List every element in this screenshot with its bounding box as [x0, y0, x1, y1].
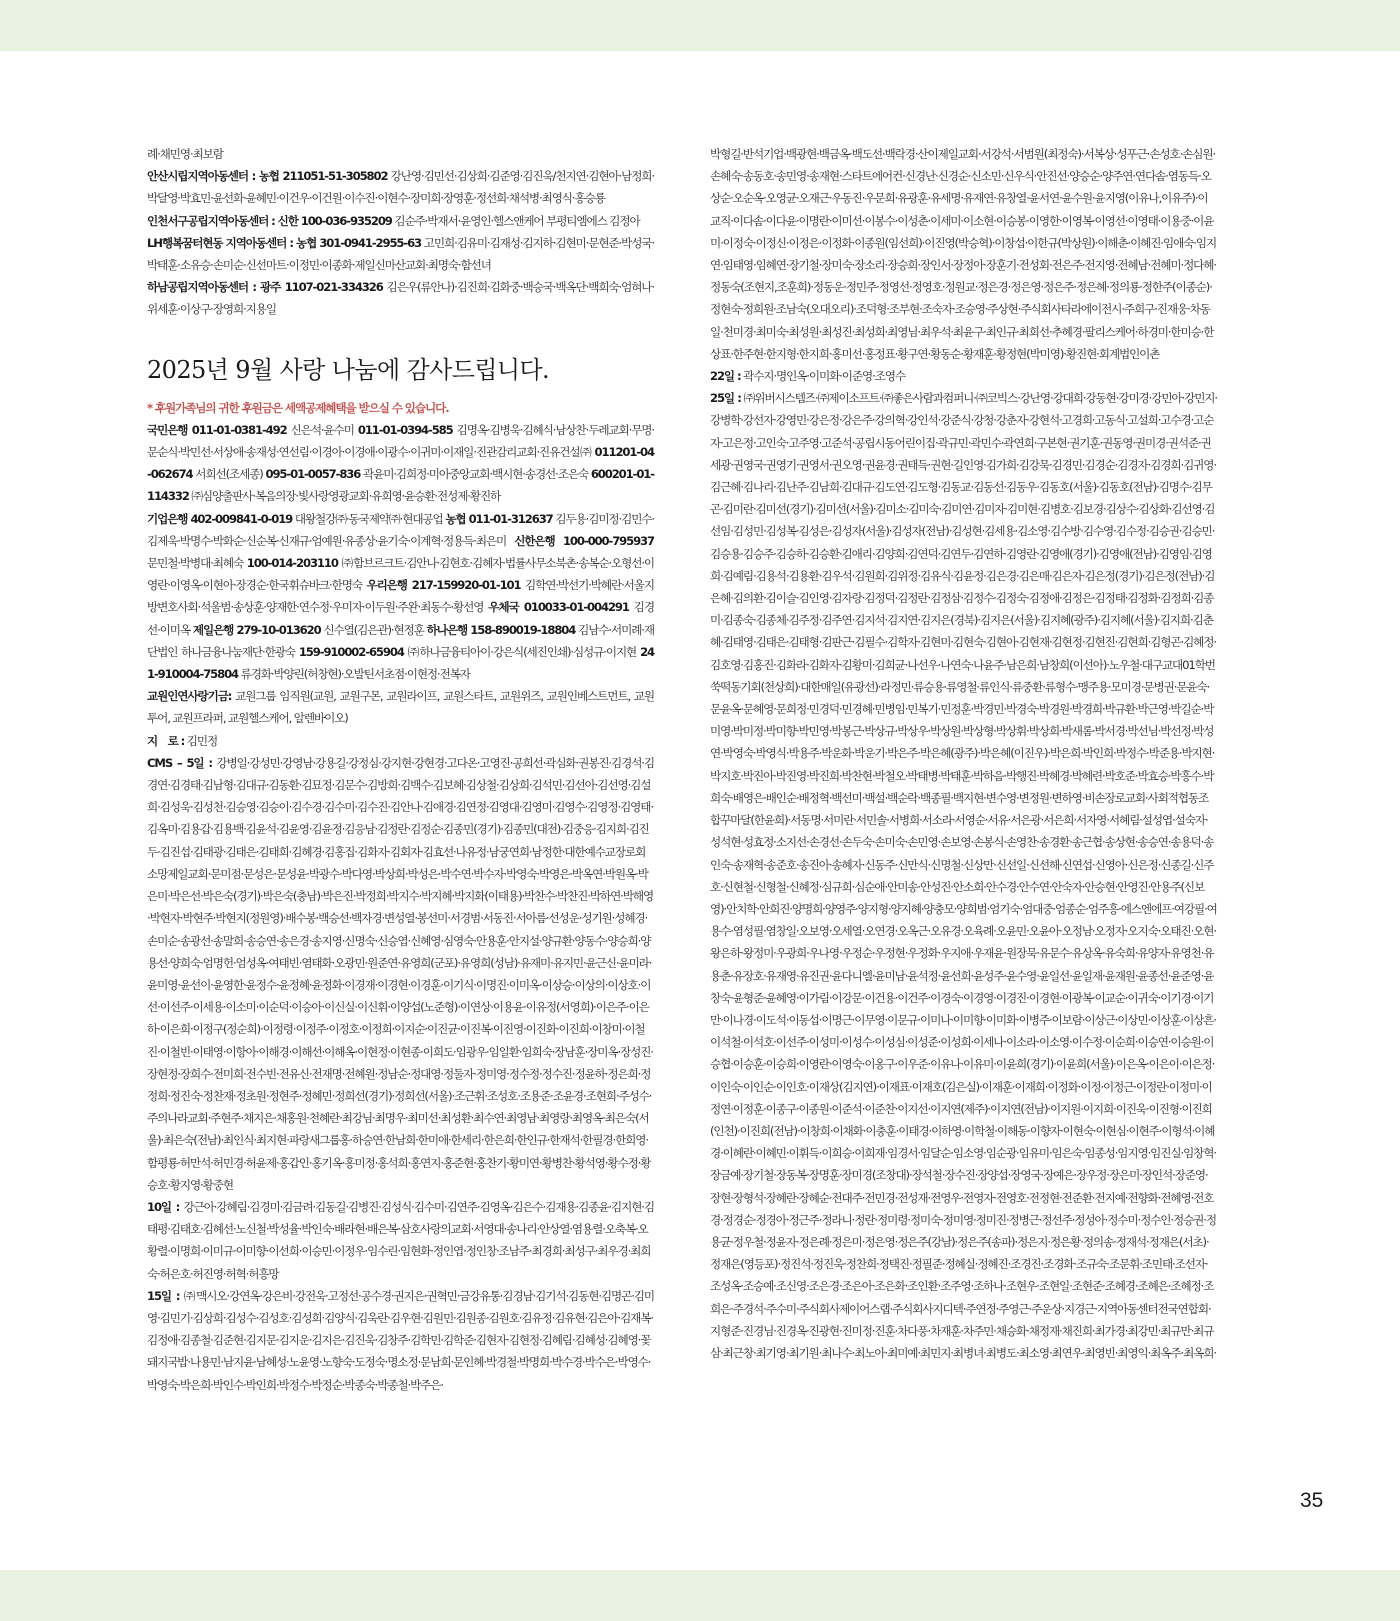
- donor-entry: [147, 685, 654, 729]
- entry-names: 고민희·김유미·김재성·김지하·김현미·문현준·박성국·박태훈·소유승·손미순·신선마트·이정민·이종화·제일신마산교회·최명숙·함선녀: [147, 235, 654, 273]
- entry-names: 교원그룹 임직원(교원, 교원구몬, 교원라이프, 교원스타트, 교원위즈, 교원인베스트먼트, 교원투어, 교원프라퍼, 교원헬스케어, 알렌바이오): [147, 689, 654, 726]
- left-bottom-section: [147, 419, 654, 1396]
- donor-entry: [147, 210, 654, 232]
- entry-label: 지 로 :: [147, 733, 185, 748]
- donor-entry: [147, 1196, 654, 1285]
- top-band: [0, 0, 1400, 51]
- page-number: 35: [1300, 1489, 1324, 1512]
- entry-label: 100-014-203110: [246, 556, 338, 571]
- left-column: [147, 143, 654, 1488]
- entry-label: 011201-04-062674: [147, 445, 654, 482]
- entry-label: LH행복꿈터현동 지역아동센터 : 농협 301-0941-2955-63: [147, 235, 422, 250]
- entry-names: 서희선(조세종): [192, 467, 266, 482]
- entry-label: 011-01-0394-585: [357, 422, 453, 437]
- donor-entry: [147, 752, 654, 1196]
- entry-label: 095-01-0057-836: [265, 467, 361, 482]
- entry-label: 국민은행 011-01-0381-492: [147, 422, 287, 437]
- entry-names: 류경화·박양린(허창현)·오발틴서초점·이현정·전복자: [238, 667, 470, 682]
- entry-label: 하나은행 158-890019-18804: [426, 622, 576, 637]
- entry-names: 김두용·김미정·김민수·김제욱·박명수·박화순·신순복·신재규·엄예원·유종상·윤기숙·이계혁·정용득·최은미: [147, 511, 654, 548]
- donor-entry: [710, 365, 1217, 387]
- entry-label: 안산시립지역아동센터 : 농협 211051-51-305802: [147, 169, 388, 184]
- entry-names: 김순주·박재서·윤영인·헬스앤케어 부평티엠에스 김정아: [391, 213, 640, 228]
- entry-names: 곽윤미·김희정·미아중앙교회·백시현·송경선·조은숙: [360, 467, 591, 482]
- entry-label: 제일은행 279-10-013620: [192, 622, 321, 637]
- entry-names: 김경선·이미옥: [147, 600, 654, 637]
- entry-label: 하남공립지역아동센터 : 광주 1107-021-334326: [147, 280, 383, 295]
- donor-entry: [147, 143, 654, 165]
- entry-names: 문민철·박병대·최혜숙: [147, 556, 247, 571]
- entry-names: 김학연·박선기·박혜란·서울지방변호사회·석울범·송상훈·양재한·연수정·우미자·이두원·주완·최동수·황선영: [147, 578, 654, 615]
- entry-names: ㈜함브르크트·김안나·김현호·김혜자·법률사무소북촌·송복순·오형선·이영란·이영옥·이현아·장경순·한국휘슈바크·한명숙: [147, 556, 655, 593]
- entry-names: 강난영·김민선·김상희·김준영·김진욱/천지연·김현아·남정희·박달영·박효민·윤선화·윤혜민·이건우·이건원·이수진·이현수·장미희·장영훈·정선희·채석병·최영식·홍승룡: [147, 169, 654, 206]
- tax-deduction-notice: * 후원가족님의 귀한 후원금은 세액공제혜택을 받으실 수 있습니다.: [147, 400, 449, 415]
- page-heading: 2025년 9월 사랑 나눔에 감사드립니다.: [147, 355, 550, 384]
- entry-names: 강병일·강성민·강영남·강용길·강정심·강지현·강현경·고다온·고영진·공희선·곽심화·권봉진·김경석·김경연·김경태·김남형·김대규·김동환·김묘정·김문수·김방희·김백수·김보혜·김상철·김상희·김석민·김선아·김선영·김설희·김성욱·김성천·김승영·김승이·김수경·김수미·김수진·김안나·김애경·김연정·김영대·김영미·김영수·김영정·김영태·김옥미·김용갑·김용백·김윤석·김윤영·김윤정·김응남·김정란·김정순·김종민(경기)·김종민(대전)·김중응·김지희·김진두·김진섭·김태광·김태은·김태희·김혜경·김홍집·김화자·김회자·김효선·나유정·남궁연희·남정한·대한예수교장로회소망제일교회·문미점·문성은·문성윤·박광수·박다영·박상희·박성은·박수연·박수자·박영숙·박영은·박옥연·박원옥·박은미·박은선·박은숙(경기)·박은숙(충남)·박은진·박정희·박지수·박지혜·박지화(이태용)·박찬수·박찬진·박하연·박해영·박현자·박현주·박현지(정원영)·배수봉·백승선·백자경·변성열·봉선미·서경범·서동진·서아름·선성운·성기원·성혜경·손미순·송광선·송말희·송승연·송은경·송지영·신명숙·신승엽·신혜영·심영숙·안용훈·안지설·양규환·양동수·양승희·양용선·양희숙·엄명헌·엄성옥·여태빈·염태화·오광민·원준연·유영희(군포)·유영희(성남)·유재미·유지민·윤근신·윤미라·윤미영·윤선이·윤영한·윤정수·윤정혜·윤정화·이경재·이경현·이경훈·이기식·이명진·이미옥·이상승·이상의·이상호·이선·이선주·이세용·이소미·이순덕·이승아·이신실·이신휘·이양섭(노준형)·이연상·이용윤·이유정(서영희)·이은주·이은하·이은희·이정구(정순희)·이정령·이정주·이정호·이정희·이지순·이진균·이진복·이진영·이진화·이진희·이창미·이철진·이철빈·이태영·이항아·이해경·이해선·이해옥·이현정·이현종·이희도·임광우·임일환·임희숙·장남훈·장미옥·장성진·장현정·장희수·전미희·전수빈·전유신·전재명·전혜원·정남순·정대영·정둘자·정미영·정수정·정수진·정윤하·정은희·정정희·정진숙·정찬재·정초원·정현주·정혜민·정희선(경기)·정희선(서울)·조근휘·조성호·조용준·조윤경·조현희·주성수·주의나라교회·주현주·채지은·채홍원·천혜란·최강님·최명우·최미선·최성환·최수연·최영남·최영랑·최영옥·최은숙(서울)·최은숙(전남)·최인식·최지현·파랑새그룹홍·하승연·한남희·한미애·한세리·한은희·한인규·한재석·한필경·한희영·함평룡·허만석·허민경·허윤제·홍갑인·홍기옥·홍미정·홍석희·홍연지·홍준현·홍찬기·황미연·황병찬·황석영·황수정·황승호·황지영·황중현: [147, 755, 654, 1192]
- entry-names: ㈜하나금융티아이·강은식(세진인쇄)·심성규·이지현: [403, 644, 641, 659]
- section-gap: [147, 321, 654, 339]
- right-column: [710, 143, 1217, 1488]
- entry-label: 인천서구공립지역아동센터 : 신한 100-036-935209: [147, 213, 392, 228]
- entry-names: 김명옥·김병욱·김혜식·남상찬·두레교회·무명·문순식·박민선·서상애·송재성·연선림·이경아·이경애·이광수·이귀미·이재일·진관감리교회·진유건설㈜: [147, 422, 654, 460]
- entry-label: CMS – 5일 :: [147, 755, 212, 770]
- donor-entry: [147, 1285, 654, 1396]
- entry-label: 우리은행 217-159920-01-101: [366, 578, 521, 593]
- bottom-band: [0, 1570, 1400, 1621]
- entry-label: 241-910004-75804: [147, 644, 654, 682]
- entry-label: 기업은행 402-009841-0-019: [147, 511, 293, 526]
- entry-label: 600201-01-114332: [147, 467, 654, 504]
- entry-label: 10일 :: [147, 1199, 180, 1214]
- entry-label: 농협 011-01-312637: [445, 511, 553, 526]
- donor-entry: [147, 232, 654, 276]
- entry-names: ㈜맥시오·강연옥·강은비·강전욱·고정선·공수경·권지은·권혁민·금강유통·김경남·김기석·김동현·김명곤·김미영·김민기·김상희·김성수·김성호·김성희·김양식·김욱란·김우현·김원민·김원종·김원호·김유정·김유현·김은아·김재복·김정애·김종철·김준현·김지문·김지운·김지은·김진욱·김창주·김학민·김학준·김현자·김현정·김혜림·김혜성·김혜영·꽃돼지국밥·나용민·남지윤·남혜성·노윤영·노향숙·도정숙·명소정·문남희·문인혜·박경철·박명희·박수경·박수은·박영수·박영숙·박은희·박인수·박인희·박정수·박정순·박종숙·박종철·박주은·: [147, 1288, 655, 1392]
- left-top-section: [147, 143, 654, 321]
- entry-label: 159-910002-65904: [298, 644, 404, 659]
- entry-label: 22일 :: [710, 369, 741, 384]
- entry-names: 곽수지·명인옥·이미화·이준영·조영수: [740, 369, 905, 384]
- entry-names: 신은석·윤수미: [286, 422, 358, 437]
- entry-label: 교원인연사랑기금:: [147, 689, 232, 704]
- entry-label: 15일 :: [147, 1288, 180, 1303]
- donor-entry: [147, 419, 654, 508]
- donor-entry: [147, 165, 654, 209]
- entry-names: 김민정: [184, 733, 218, 748]
- entry-names: 신수열(김은관)·현정훈: [320, 622, 427, 637]
- entry-names: 대왕철강㈜·동국제약㈜·현대공업: [292, 511, 446, 526]
- right-list-section: [710, 143, 1217, 1364]
- entry-label: 우체국 010033-01-004291: [488, 600, 629, 615]
- entry-names: 김남수·서미례·재단법인 하나금융나눔재단·한광숙: [147, 622, 654, 659]
- entry-names: 박형길·반석기업·백광현·백금옥·백도선·백락경·산이제일교회·서강석·서범원(최정숙)·서복상·성푸근·손성호·손심원·손혜숙·송동호·송민영·송재현·스타트에어컨·신경난·신경순·신소민·신우식·안진선·양승순·양주연·연다솜·염동득·오상순·오순옥·오영균·오재근·우동진·우문희·유광훈·유세명·유재연·유창열·윤서연·윤수원·윤지영(이유나,이유주)·이교직·이다솜·이다윤·이명란·이미선·이봉수·이성춘·이세미·이소현·이승봉·이영한·이영복·이영선·이영태·이용중·이윤미·이정숙·이정신·이정은·이정화·이종원(임선희)·이진영(박승혁)·이창섭·이한규(박상원)·이해춘·이혜진·임애숙·임지연·임태영·임혜연·장기철·장미숙·장소리·장승희·장인서·장정아·장훈기·전성회·전은주·전지영·전혜남·전혜미·정다혜·정동숙(조현지,조훈희)·정동운·정민주·정영선·정영호·정원교·정은경·정은영·정은주·정은혜·정의룡·정한주(이종순)·정현숙·정희원·조남숙(오대오리)·조덕형·조부현·조숙자·조승영·주상현·주식회사타라에이전시·주희구·진재웅·차동일·천미경·최미숙·최성원·최성진·최성희·최영님·최우석·최윤구·최인규·최희선·추혜경·팔리스케어·하경미·한미승·한상표·한주현·한지형·한지희·홍미선·홍정표·황구연·황동순·황재훈·황정현(박미영)·황진현·회계법인이촌: [710, 147, 1217, 361]
- donor-entry: [147, 276, 654, 320]
- entry-names: 강근아·강혜림·김경미·김금려·김동길·김병진·김성식·김수미·김연주·김영옥·김은수·김재용·김종윤·김지현·김태평·김태호·김혜선·노신철·박성율·박인숙·배라현·배은복·삼호사랑의교회·서영대·송나리·안상열·염용렬·오축복·오황렬·이명희·이미규·이미향·이선희·이승민·이정우·임수린·임현화·정인엽·정인창·조남주·최경희·최성구·최우경·최희숙·허은호·허진영·허혁·허흥망: [147, 1199, 654, 1281]
- entry-label: 신한은행 100-000-795937: [514, 533, 654, 548]
- donor-entry: [710, 387, 1217, 1364]
- entry-names: 김은우(류안나)·김진희·김화중·백승국·백옥단·백희숙·엄혀나·위세훈·이상구·장영희·지용일: [147, 280, 654, 317]
- entry-names: 례·채민영·최보람: [147, 147, 223, 161]
- entry-label: 25일 :: [710, 391, 741, 406]
- donor-entry: [147, 730, 654, 752]
- entry-names: ㈜심양출판사·복음의장·빛사랑영광교회·유희영·윤승환·전성제·황진하: [188, 489, 501, 504]
- donor-entry: [147, 508, 654, 686]
- entry-names: ㈜위버시스템즈·㈜제이소프트·㈜좋은사람과컴퍼니·㈜코빅스·강난영·강대희·강동현·강미경·강민아·강민지·강병학·강선자·강영민·강은정·강은주·강의혁·강인석·강준식·강청·강춘자·강현석·고경희·고동식·고설희·고수경·고순자·고은정·고인숙·고주영·고준석·공립시동어린이집·곽규민·곽민수·곽연희·구본현·권기훈·권동영·권미경·권석준·권세광·권영국·권영기·권영서·권오영·권윤경·권태득·권현·길인영·김가희·김강묵·김경민·김경순·김경자·김경희·김귀영·김근혜·김나리·김난주·김남희·김대규·김도연·김도형·김동교·김동선·김동우·김동호(서울)·김동호(전남)·김명수·김무곤·김미란·김미선(경기)·김미선(서울)·김미소·김미숙·김미연·김미자·김미현·김병호·김보경·김상수·김상화·김선영·김선임·김성민·김성복·김성은·김성자(서울)·김성자(전남)·김성현·김세용·김소영·김수방·김수영·김수정·김승권·김승민·김승용·김승주·김승하·김승환·김애리·김양희·김연덕·김연두·김연하·김영란·김영애(경기)·김영애(전남)·김영임·김영희·김예림·김용석·김용환·김우석·김원희·김위정·김유식·김윤정·김은경·김은매·김은자·김은정(경기)·김은정(전남)·김은혜·김의환·김이슬·김인영·김자랑·김정덕·김정란·김정삼·김정수·김정숙·김정애·김정은·김정태·김정화·김정희·김종미·김종숙·김종체·김주정·김주연·김지석·김지연·김지은(경북)·김지은(서울)·김지혜(광주)·김지혜(서울)·김지희·김춘혜·김태영·김태은·김태형·김판근·김필수·김학자·김현미·김현숙·김현아·김현재·김현정·김현진·김현희·김형곤·김혜정·김호영·김홍진·김화라·김화자·김황미·김희균·나선우·나연숙·나윤주·남은희·남창희(이선아)·노우철·대구교대01학번쑥떡동기회(천상희)·대한매일(유광선)·라정민·류승용·류영철·류인식·류중환·류형수·맹주용·모미경·문병권·문윤숙·문윤옥·문혜영·문희정·민경덕·민경혜·민병임·민복기·민정훈·박경민·박경숙·박경원·박경희·박규환·박근영·박길순·박미영·박미정·박미향·박민영·박봉근·박상규·박상우·박상원·박상형·박상휘·박상희·박새롬·박서경·박선님·박선정·박성연·박영숙·박영식·박용주·박운화·박운기·박은주·박은혜(광주)·박은혜(이진우)·박은희·박인희·박정수·박준용·박지현·박지호·박진아·박진영·박진희·박찬현·박철오·박태병·박태훈·박하음·박행진·박혜경·박혜련·박호준·박효승·박흥수·박희숙·배영은·배인순·배정혁·백선미·백설·백순락·백종필·백지현·변수영·변정원·변하영·비손장로교회·사회적협동조합꾸마달(한윤희)·서동명·서미란·서민솔·서병희·서소라·서영순·서유·서은광·서은희·서자영·서혜림·설성엽·설숙자·성석현·성효정·소지선·손경선·손두숙·손미숙·손민영·손보영·손봉식·손영찬·송경환·송근협·송상현·송승연·송용덕·송인숙·송재혁·송준호·송진아·송혜자·신동주·신만식·신명철·신상만·신선일·신선해·신연섭·신영아·신은정·신종길·신주호·신현철·신형철·신혜정·심규희·심순애·안미송·안성진·안소희·안수경·안수연·안숙자·안승현·안영진·안용주(신보영)·안치학·안희진·양명희·양영주·양지형·양지혜·양충모·양희범·엄기숙·엄대중·엄종순·엄주흥·에스엔에프·여강필·여용수·염성필·염창일·오보영·오세열·오연경·오옥근·오유경·오육례·오윤민·오윤아·오정남·오정자·오지숙·오태진·오현·왕은하·왕정미·우광희·우나영·우정순·우정현·우정화·우지애·우재윤·원장묵·유문수·유상옥·유숙희·유양자·유영천·유용춘·유장호·유재영·유진권·윤다니엘·윤미남·윤석정·윤선희·윤성주·윤수영·윤일선·윤일재·윤재원·윤종선·윤준영·윤창숙·윤형준·윤혜영·이가림·이강문·이건용·이건주·이경숙·이경영·이경진·이경현·이광복·이교순·이귀숙·이기경·이기만·이나경·이도석·이동섭·이명근·이무영·이문규·이미나·이미향·이미화·이병주·이보람·이상근·이상민·이상훈·이상흔·이석철·이석호·이선주·이성미·이성수·이성심·이성준·이성희·이세나·이소라·이소영·이수정·이순희·이승연·이승원·이승협·이승훈·이승희·이영란·이영숙·이옹구·이우준·이유나·이유미·이윤희(경기)·이윤희(서울)·이은옥·이은이·이은정·이인숙·이인순·이인호·이재상(김지연)·이재표·이재호(김은실)·이재훈·이재희·이정화·이정·이정근·이정란·이정미·이정연·이정훈·이종구·이종원·이준석·이준찬·이지선·이지연(제주)·이지연(전남)·이지원·이지희·이진욱·이진형·이진희(인천)·이진희(전남)·이창희·이채화·이충훈·이태경·이하영·이학철·이해동·이향자·이현숙·이현심·이현주·이형석·이혜경·이혜란·이혜민·이휘득·이희승·이희재·임경서·임달순·임소영·임순광·임유미·임은숙·임종성·임지영·임진실·임창혁·장금예·장기철·장동복·장명훈·장미경(조창대)·장석철·장수진·장양섭·장영국·장예은·장우정·장은미·장인석·장준영·장현·장형석·장혜란·장혜순·전대주·전민경·전성재·전영우·전영자·전영호·전정현·전준환·전지예·전향화·전혜영·전호경·정경순·정경아·정근주·정라니·정란·정미령·정미숙·정미영·정미진·정병근·정선주·정성아·정수미·정수인·정승권·정용균·정우철·정윤자·정은례·정은미·정은영·정은주(강남)·정은주(송파)·정은지·정은황·정의송·정재석·정재은(서초)·정재은(영등포)·정진석·정진욱·정찬희·정택진·정필준·정혜실·정혜진·조경진·조경화·조규숙·조문휘·조민태·조선자·조성옥·조승예·조신영·조은경·조은아·조은화·조인환·조주영·조하나·조현우·조현일·조현준·조혜경·조혜은·조혜정·조희은·주경석·주수미·주식회사제이어스랩·주식회사지디텍·주연정·주영근·주운상·지경근·지역아동센터전국연합회·지형준·진경님·진경옥·진광현·진미정·진훈·차다풍·차재훈·차주민·채승화·채정재·채진희·최가경·최강민·최규만·최규삼·최근창·최기영·최기원·최나수·최노아·최미예·최민지·최병녀·최병도·최소영·최연우·최영빈·최영익·최옥주·최옥희·: [710, 391, 1217, 1360]
- donor-entry: [710, 143, 1217, 365]
